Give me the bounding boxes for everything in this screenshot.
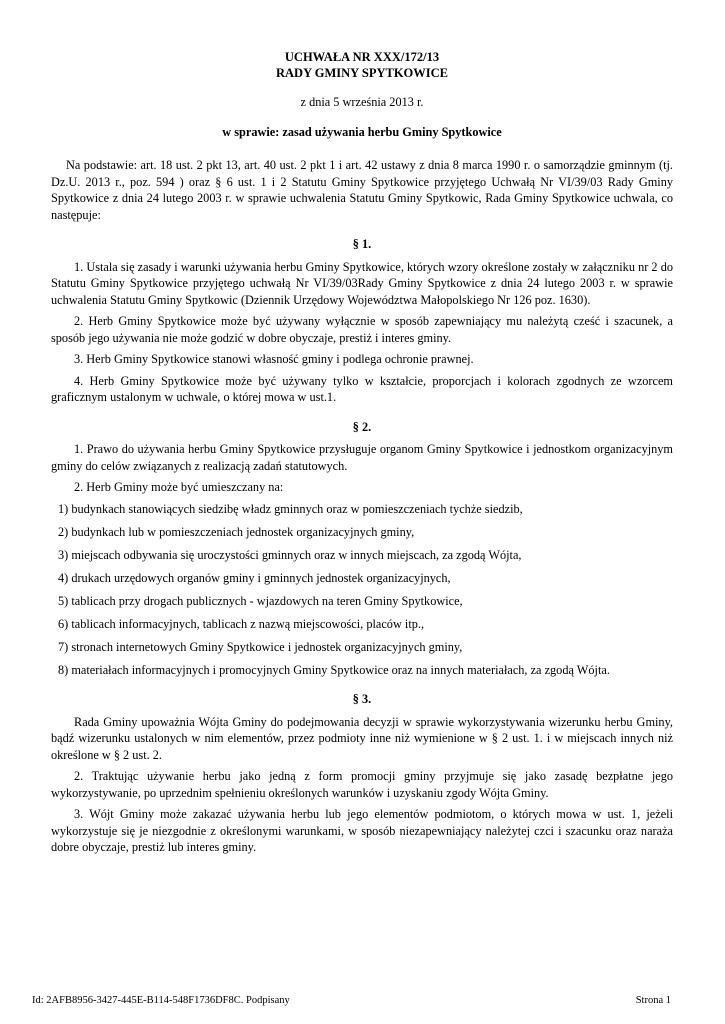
section-1-heading: § 1.: [352, 237, 372, 251]
section-2-paragraph-2: 2. Herb Gminy może być umieszczany na:: [74, 480, 284, 494]
section-1-paragraph-1: 1. Ustala się zasady i warunki używania herbu Gminy Spytkowice, których wzory określone zostały w załączniku nr 2 do Statutu Gminy Spytkowice przyjętego uchwałą Nr VI/39/03Rady Gminy Spytkowice z dnia 24 lutego 2003 r. w sprawie uchwalenia Statutu Gminy Spytkowic (Dziennik Urzędowy Województwa Małopolskiego Nr 126 poz. 1630).: [51, 259, 673, 307]
list-item: 6) tablicach informacyjnych, tablicach z nazwą miejscowości, placów itp.,: [58, 616, 425, 631]
resolution-number: UCHWAŁA NR XXX/172/13: [284, 50, 440, 64]
document-content: [51, 49, 673, 861]
section-3-heading: § 3.: [352, 692, 372, 706]
council-name: RADY GMINY SPYTKOWICE: [276, 66, 448, 80]
section-3-paragraph-3: 3. Wójt Gminy może zakazać używania herbu lub jego elementów podmiotom, o których mowa w ust. 1, jeżeli wykorzystuje się je niezgodnie z określonymi warunkami, w sposób niezapewniający należytej czci i szacunku oraz naraża dobre obyczaje, prestiż lub interes gminy.: [51, 807, 673, 854]
list-item: 2) budynkach lub w pomieszczeniach jednostek organizacyjnych gminy,: [58, 524, 415, 539]
list-item: 8) materiałach informacyjnych i promocyjnych Gminy Spytkowice oraz na innych materiałach, za zgodą Wójta.: [58, 662, 610, 677]
page-number: Strona 1: [635, 995, 671, 1006]
section-1-paragraph-4: 4. Herb Gminy Spytkowice może być używany tylko w kształcie, proporcjach i kolorach zgodnych ze wzorcem graficznym ustalonym w uchwale, o której mowa w ust.1.: [51, 373, 673, 404]
section-3-paragraph-2: 2. Traktując używanie herbu jako jedną z form promocji gminy przyjmuje się jako zasadę bezpłatne jego wykorzystywanie, po uprzednim spełnieniu określonych warunków i uzyskaniu zgody Wójta Gminy.: [51, 769, 673, 800]
page-footer: [32, 994, 671, 1007]
legal-basis-paragraph: Na podstawie: art. 18 ust. 2 pkt 13, art. 40 ust. 2 pkt 1 i art. 42 ustawy z dnia 8 marca 1990 r. o samorządzie gminnym (tj. Dz.U. 2013 r., poz. 594 ) oraz § 6 ust. 1 i 2 Statutu Gminy Spytkowice przyjętego Uchwałą Nr VI/39/03 Rady Gminy Spytkowice z dnia 24 lutego 2003 r. w sprawie uchwalenia Statutu Gminy Spytkowic, Rada Gminy Spytkowice uchwala, co następuje:: [51, 158, 673, 222]
list-item: 1) budynkach stanowiących siedzibę władz gminnych oraz w pomieszczeniach tychże siedzib,: [58, 501, 523, 516]
resolution-subject: w sprawie: zasad używania herbu Gminy Spytkowice: [222, 124, 502, 139]
document-id: Id: 2AFB8956-3427-445E-B114-548F1736DF8C. Podpisany: [32, 995, 290, 1006]
resolution-date: z dnia 5 września 2013 r.: [300, 95, 424, 109]
section-3-paragraph-1: Rada Gminy upoważnia Wójta Gminy do podejmowania decyzji w sprawie wykorzystywania wizerunku herbu Gminy, bądź wizerunku ustalonych w nim elementów, przez podmioty inne niż wymienione w § 2 ust. 1. i w miejscach innych niż określone w § 2 ust. 2.: [51, 714, 673, 762]
list-item: 3) miejscach odbywania się uroczystości gminnych oraz w innych miejscach, za zgodą Wójta,: [58, 547, 522, 562]
list-item: 5) tablicach przy drogach publicznych - wjazdowych na teren Gminy Spytkowice,: [58, 593, 463, 608]
section-1-paragraph-2: 2. Herb Gminy Spytkowice może być używany wyłącznie w sposób zapewniający mu należytą cześć i szacunek, a sposób jego używania nie może godzić w dobre obyczaje, prestiż i interes gminy.: [51, 314, 673, 345]
list-item: 7) stronach internetowych Gminy Spytkowice i jednostek organizacyjnych gminy,: [58, 639, 463, 654]
section-2-heading: § 2.: [352, 419, 372, 434]
list-item: 4) drukach urzędowych organów gminy i gminnych jednostek organizacyjnych,: [58, 570, 451, 585]
section-1-paragraph-3: 3. Herb Gminy Spytkowice stanowi własność gminy i podlega ochronie prawnej.: [74, 352, 474, 366]
section-2-paragraph-1: 1. Prawo do używania herbu Gminy Spytkowice przysługuje organom Gminy Spytkowice i jednostkom organizacyjnym gminy do celów związanych z realizacją zadań statutowych.: [51, 442, 673, 473]
